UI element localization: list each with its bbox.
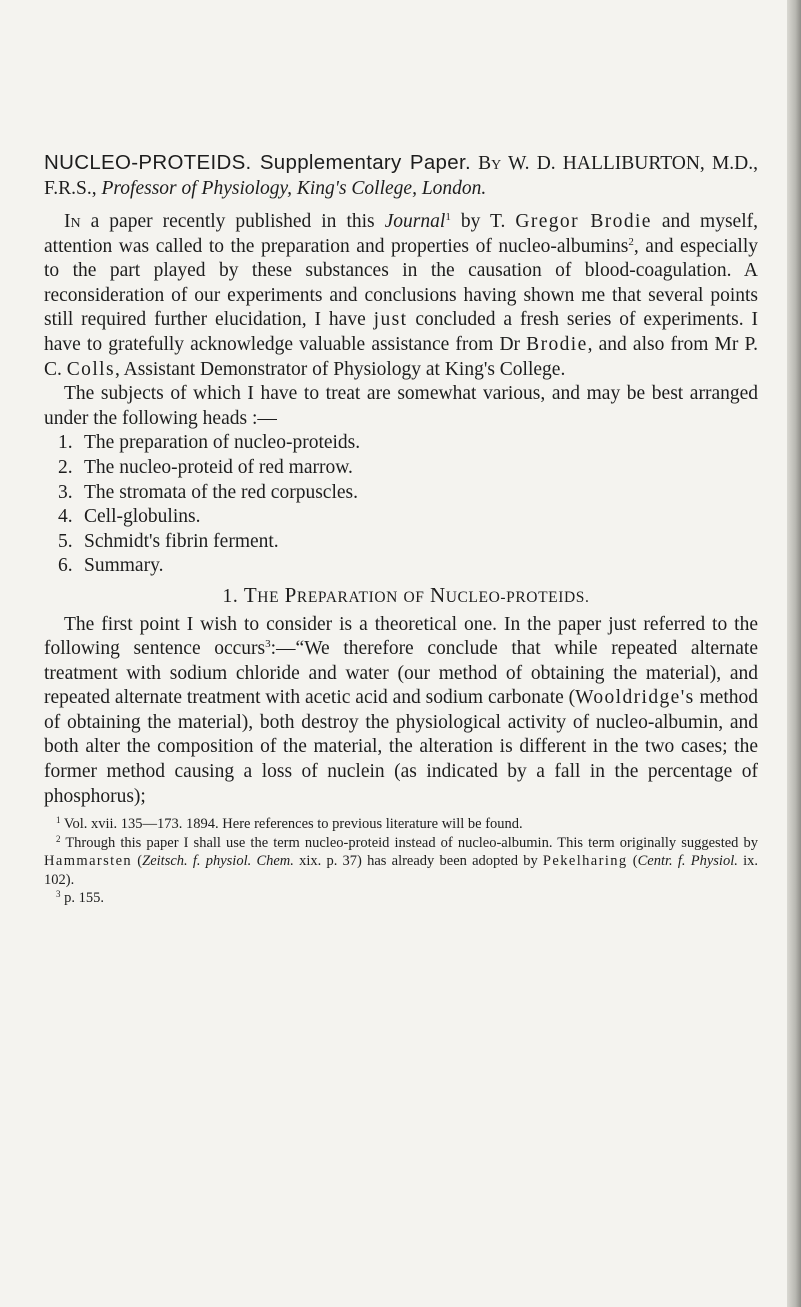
title-cap: N [429, 582, 446, 607]
by-label: By [478, 153, 502, 174]
list-text: Cell-globulins. [84, 506, 201, 528]
page-edge-shadow [787, 0, 801, 1307]
text-run: concluded a fresh series of experiments. I have to gratefully acknowledge valuable assistance from Dr [44, 309, 758, 355]
list-item [44, 530, 758, 555]
footnotes [44, 815, 758, 908]
list-item [44, 481, 758, 506]
article-body [44, 210, 758, 809]
text-run: , and especially to the part played by these substances in the causation of blood-coagulation. A reconsideration of our experiments and conclusions having shown me that several points still required further elucidation, I have [44, 235, 758, 331]
person-name: Pekelharing [542, 853, 628, 870]
footnote-mark: 3 [56, 889, 61, 900]
title-small: UCLEO-PROTEIDS. [445, 588, 590, 606]
list-item [44, 431, 758, 456]
footnote-text: ix. 102). [44, 853, 758, 888]
list-text: Summary. [84, 555, 164, 577]
footnote-text: p. 155. [60, 890, 104, 907]
heads-list [44, 431, 758, 579]
person-name: Wooldridge's [575, 687, 695, 709]
list-number: 5. [58, 530, 73, 552]
text-run: , Assistant Demonstrator of Physiology at King's College. [114, 358, 566, 380]
emphasis-word: just [373, 309, 408, 331]
footnote-1 [44, 815, 758, 834]
text-run: , and also from Mr P. C. [44, 333, 758, 380]
journal-ref: Zeitsch. f. physiol. Chem. [142, 853, 294, 870]
section-heading [44, 583, 758, 611]
section-number: 1. [222, 585, 239, 607]
footnote-ref-3: 3 [265, 638, 271, 651]
section-paragraph [44, 613, 758, 810]
list-number: 3. [58, 481, 73, 503]
list-text: The preparation of nucleo-proteids. [84, 432, 361, 454]
article-heading [44, 150, 758, 201]
title-cap: T [243, 582, 258, 607]
list-text: Schmidt's fibrin ferment. [84, 530, 279, 552]
list-item [44, 505, 758, 530]
person-name: Brodie [526, 333, 588, 355]
text-run: method of obtaining the material), both destroy the physiological activity of nucleo-albumin, and both alter the composition of the material, the alteration is different in the two cases; the former method causing a loss of nuclein (as indicated by a fall in the percentage of phosphorus); [44, 687, 758, 807]
journal-ref: Centr. f. Physiol. [637, 853, 738, 870]
journal-ref: Journal [384, 211, 446, 232]
footnote-text: Through this paper I shall use the term nucleo-proteid instead of nucleo-albumin. This term originally suggested by [60, 834, 758, 851]
list-number: 2. [58, 456, 73, 478]
footnote-text: ( [132, 853, 143, 870]
text-run: by T. [450, 211, 516, 232]
footnote-text: ( [627, 853, 638, 870]
list-text: The nucleo-proteid of red marrow. [84, 456, 353, 478]
drop-word: In [64, 211, 81, 232]
article-title: NUCLEO-PROTEIDS. Supplementary Paper. [44, 151, 471, 174]
list-number: 4. [58, 506, 73, 528]
title-small: HE [257, 588, 280, 606]
footnote-text: xix. p. 37) has already been adopted by [293, 853, 543, 870]
footnote-text: Vol. xvii. 135—173. 1894. Here references to previous literature will be found. [60, 816, 523, 833]
title-small: OF [403, 588, 425, 606]
footnote-ref-1: 1 [445, 211, 451, 223]
article-page [44, 150, 758, 908]
list-item [44, 554, 758, 579]
title-cap: P [284, 582, 297, 607]
person-name: Colls [66, 358, 115, 380]
list-item [44, 456, 758, 481]
list-number: 6. [58, 555, 73, 577]
footnote-mark: 2 [56, 833, 61, 844]
text-run: :—“We therefore conclude that while repeated alternate treatment with sodium chloride and water (our method of obtaining the material), and repeated alternate treatment with acetic acid and sodium carbonate ( [44, 638, 759, 709]
text-run: a paper recently published in this [80, 211, 385, 232]
person-name: Gregor Brodie [515, 211, 652, 232]
list-text: The stromata of the red corpuscles. [84, 481, 358, 503]
intro-paragraph-1 [44, 210, 758, 382]
footnote-mark: 1 [56, 815, 61, 826]
text-run: and myself, attention was called to the preparation and properties of nucleo-albumins [44, 211, 758, 257]
list-number: 1. [58, 432, 73, 454]
footnote-ref-2: 2 [628, 235, 634, 248]
person-name: Hammarsten [44, 853, 133, 870]
author-name: W. D. HALLIBURTON, M.D., F.R.S., [44, 153, 758, 199]
footnote-3 [44, 889, 758, 908]
text-run: The first point I wish to consider is a theoretical one. In the paper just referred to the following sentence occurs [44, 613, 758, 660]
footnote-2 [44, 834, 758, 890]
title-small: REPARATION [296, 588, 398, 606]
author-affiliation: Professor of Physiology, King's College, London. [101, 178, 487, 199]
intro-paragraph-2: The subjects of which I have to treat are somewhat various, and may be best arranged under the following heads :— [44, 383, 758, 429]
